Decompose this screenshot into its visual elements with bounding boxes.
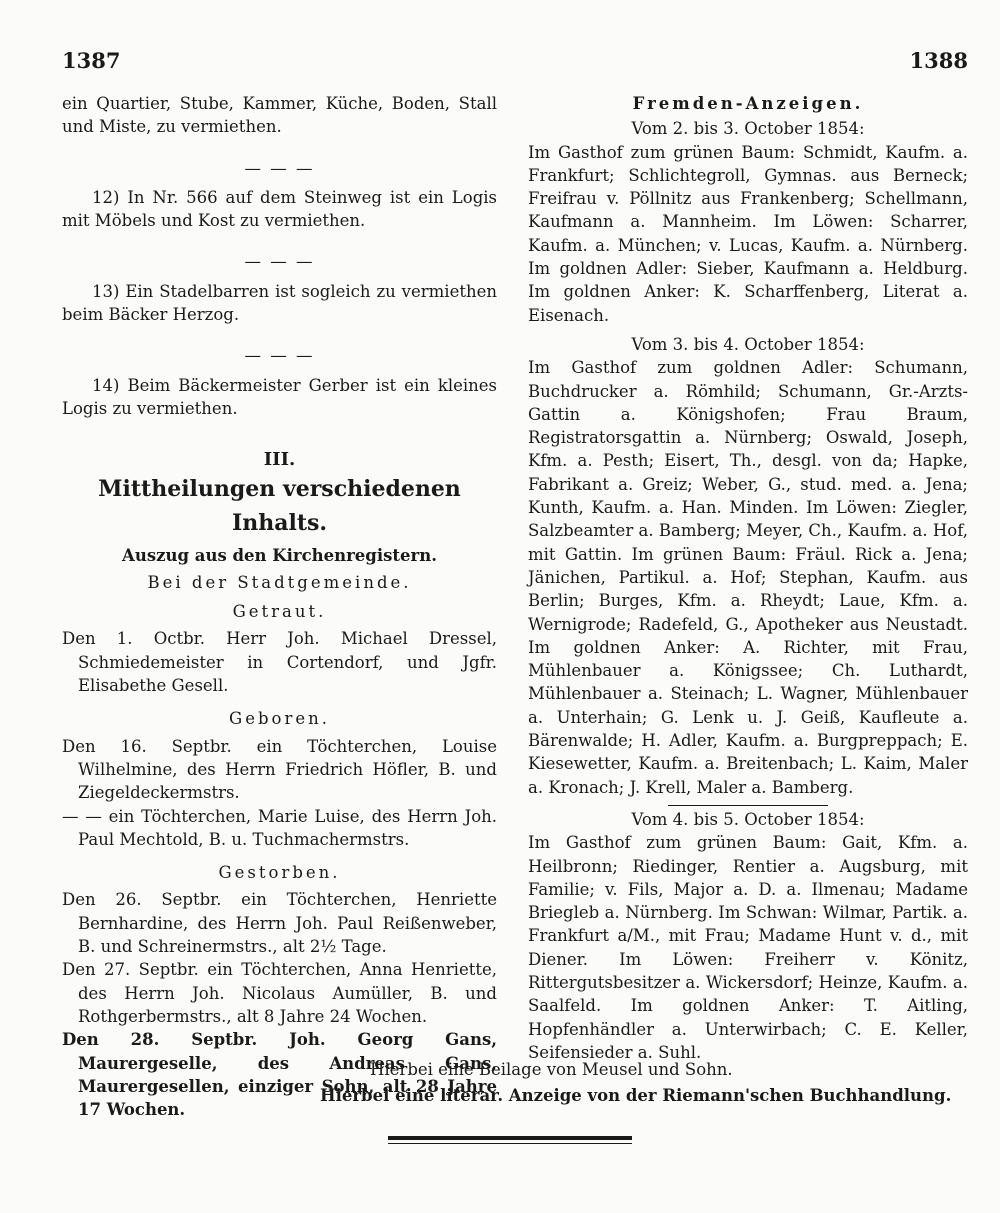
fremden-title: Fremden-Anzeigen. [632,94,864,113]
ad-continuation: ein Quartier, Stube, Kammer, Küche, Boden, Stall und Miste, zu vermiethen. [62,94,497,137]
separator: — — — [244,158,315,178]
entry-geboren-1: Den 16. Septbr. ein Töchterchen, Louise Wilhelmine, des Herrn Friedrich Höfler, B. und Ziegeldeckermstrs. [62,736,497,803]
separator: — — — [244,346,315,366]
separator: — — — [244,252,315,272]
guest-list-2: Im Gasthof zum goldnen Adler: Schumann, Buchdrucker a. Römhild; Schumann, Gr.-Arzts-Gattin a. Königshofen; Frau Braum, Registratorsgattin a. Nürnberg; Oswald, Joseph, Kfm. a. Pesth; Eisert, Th., desgl. von da; Hapke, Fabrikant a. Greiz; Weber, G., stud. med. a. Jena; Kunth, Kaufm. a. Han. Minden. Im Löwen: Ziegler, Salzbeamter a. Bamberg; Meyer, Ch., Kaufm. a. Hof, mit Gattin. Im grünen Baum: Fräul. Rick a. Jena; Jänichen, Partikul. a. Hof; Stephan, Kaufm. aus Berlin; Burges, Kfm. a. Rheydt; Laue, Kfm. a. Wernigrode; Radefeld, G., Apotheker aus Neustadt. Im goldnen Anker: A. Richter, mit Frau, Mühlenbauer a. Königssee; Ch. Luthardt, Mühlenbauer a. Steinach; L. Wagner, Mühlenbauer a. Unterhain; G. Lenk u. J. Geiß, Kaufleute a. Bärenwalde; H. Adler, Kaufm. a. Burgpreppach; E. Kiesewetter, Kaufm. a. Breitenbach; L. Kaim, Maler a. Kronach; J. Krell, Maler a. Bamberg. [528,358,968,797]
entry-gestorben-1: Den 26. Septbr. ein Töchterchen, Henriette Bernhardine, des Herrn Joh. Paul Reißenweber, B. und Schreinermstrs., alt 2½ Tage. [62,890,497,957]
right-column [528,92,968,1064]
heading-geboren: Geboren. [229,709,330,729]
date-range-2: Vom 3. bis 4. October 1854: [631,334,865,354]
date-range-1: Vom 2. bis 3. October 1854: [631,119,865,139]
section-title: Mittheilungen verschiedenen Inhalts. [98,475,461,536]
left-column [62,92,497,1121]
heading-gestorben: Gestorben. [218,863,341,883]
entry-gestorben-2: Den 27. Septbr. ein Töchterchen, Anna Henriette, des Herrn Joh. Nicolaus Aumüller, B. und Rothgerbermstrs., alt 8 Jahre 24 Wochen. [62,960,497,1026]
guest-list-1: Im Gasthof zum grünen Baum: Schmidt, Kaufm. a. Frankfurt; Schlichtegroll, Gymnas. aus Berneck; Freifrau v. Pöllnitz aus Frankenberg; Schellmann, Kaufmann a. Mannheim. Im Löwen: Scharrer, Kaufm. a. München; v. Lucas, Kaufm. a. Nürnberg. Im goldnen Adler: Sieber, Kaufmann a. Heldburg. Im goldnen Anker: K. Scharffenberg, Literat a. Eisenach. [528,142,968,325]
page-number-left: 1387 [62,48,121,73]
footer-literary-note: Hierbei eine literar. Anzeige von der Riemann'schen Buchhandlung. [320,1086,952,1105]
subtitle: Auszug aus den Kirchenregistern. [122,545,437,565]
guest-list-3: Im Gasthof zum grünen Baum: Gait, Kfm. a. Heilbronn; Riedinger, Rentier a. Augsburg, mit Familie; v. Fils, Major a. D. a. Ilmenau; Madame Briegleb a. Nürnberg. Im Schwan: Wilmar, Partik. a. Frankfurt a/M., mit Frau; Madame Hunt v. d., mit Diener. Im Löwen: Freiherr v. Könitz, Rittergutsbesitzer a. Wickersdorf; Heinze, Kaufm. a. Saalfeld. Im goldnen Anker: T. Aitling, Hopfenhändler a. Unterwirbach; C. E. Keller, Seifensieder a. Suhl. [528,833,968,1062]
page-number-right: 1388 [909,48,968,73]
section-number: III. [263,449,296,471]
footer-supplement-note: Hierbei eine Beilage von Meusel und Sohn. [370,1060,733,1079]
heading-getraut: Getraut. [232,602,327,622]
entry-gestorben-3: Den 28. Septbr. Joh. Georg Gans, Maurergeselle, des Andreas Gans, Maurergesellen, einziger Sohn, alt 28 Jahre 17 Wochen. [62,1030,497,1120]
ad-14: 14) Beim Bäckermeister Gerber ist ein kleines Logis zu vermiethen. [62,375,497,418]
entry-geboren-2: — — ein Töchterchen, Marie Luise, des Herrn Joh. Paul Mechtold, B. u. Tuchmachermstrs. [62,806,497,849]
ad-12: 12) In Nr. 566 auf dem Steinweg ist ein Logis mit Möbels und Kost zu vermiethen. [62,187,497,231]
date-range-3: Vom 4. bis 5. October 1854: [631,809,865,829]
closing-rule-thin [388,1143,632,1144]
closing-rule-thick [388,1136,632,1140]
ad-13: 13) Ein Stadelbarren ist sogleich zu vermiethen beim Bäcker Herzog. [62,281,497,325]
short-rule [668,805,828,806]
entry-getraut-1: Den 1. Octbr. Herr Joh. Michael Dressel, Schmiedemeister in Cortendorf, und Jgfr. Elisabethe Gesell. [62,629,497,696]
subsubtitle: Bei der Stadtgemeinde. [147,572,412,592]
